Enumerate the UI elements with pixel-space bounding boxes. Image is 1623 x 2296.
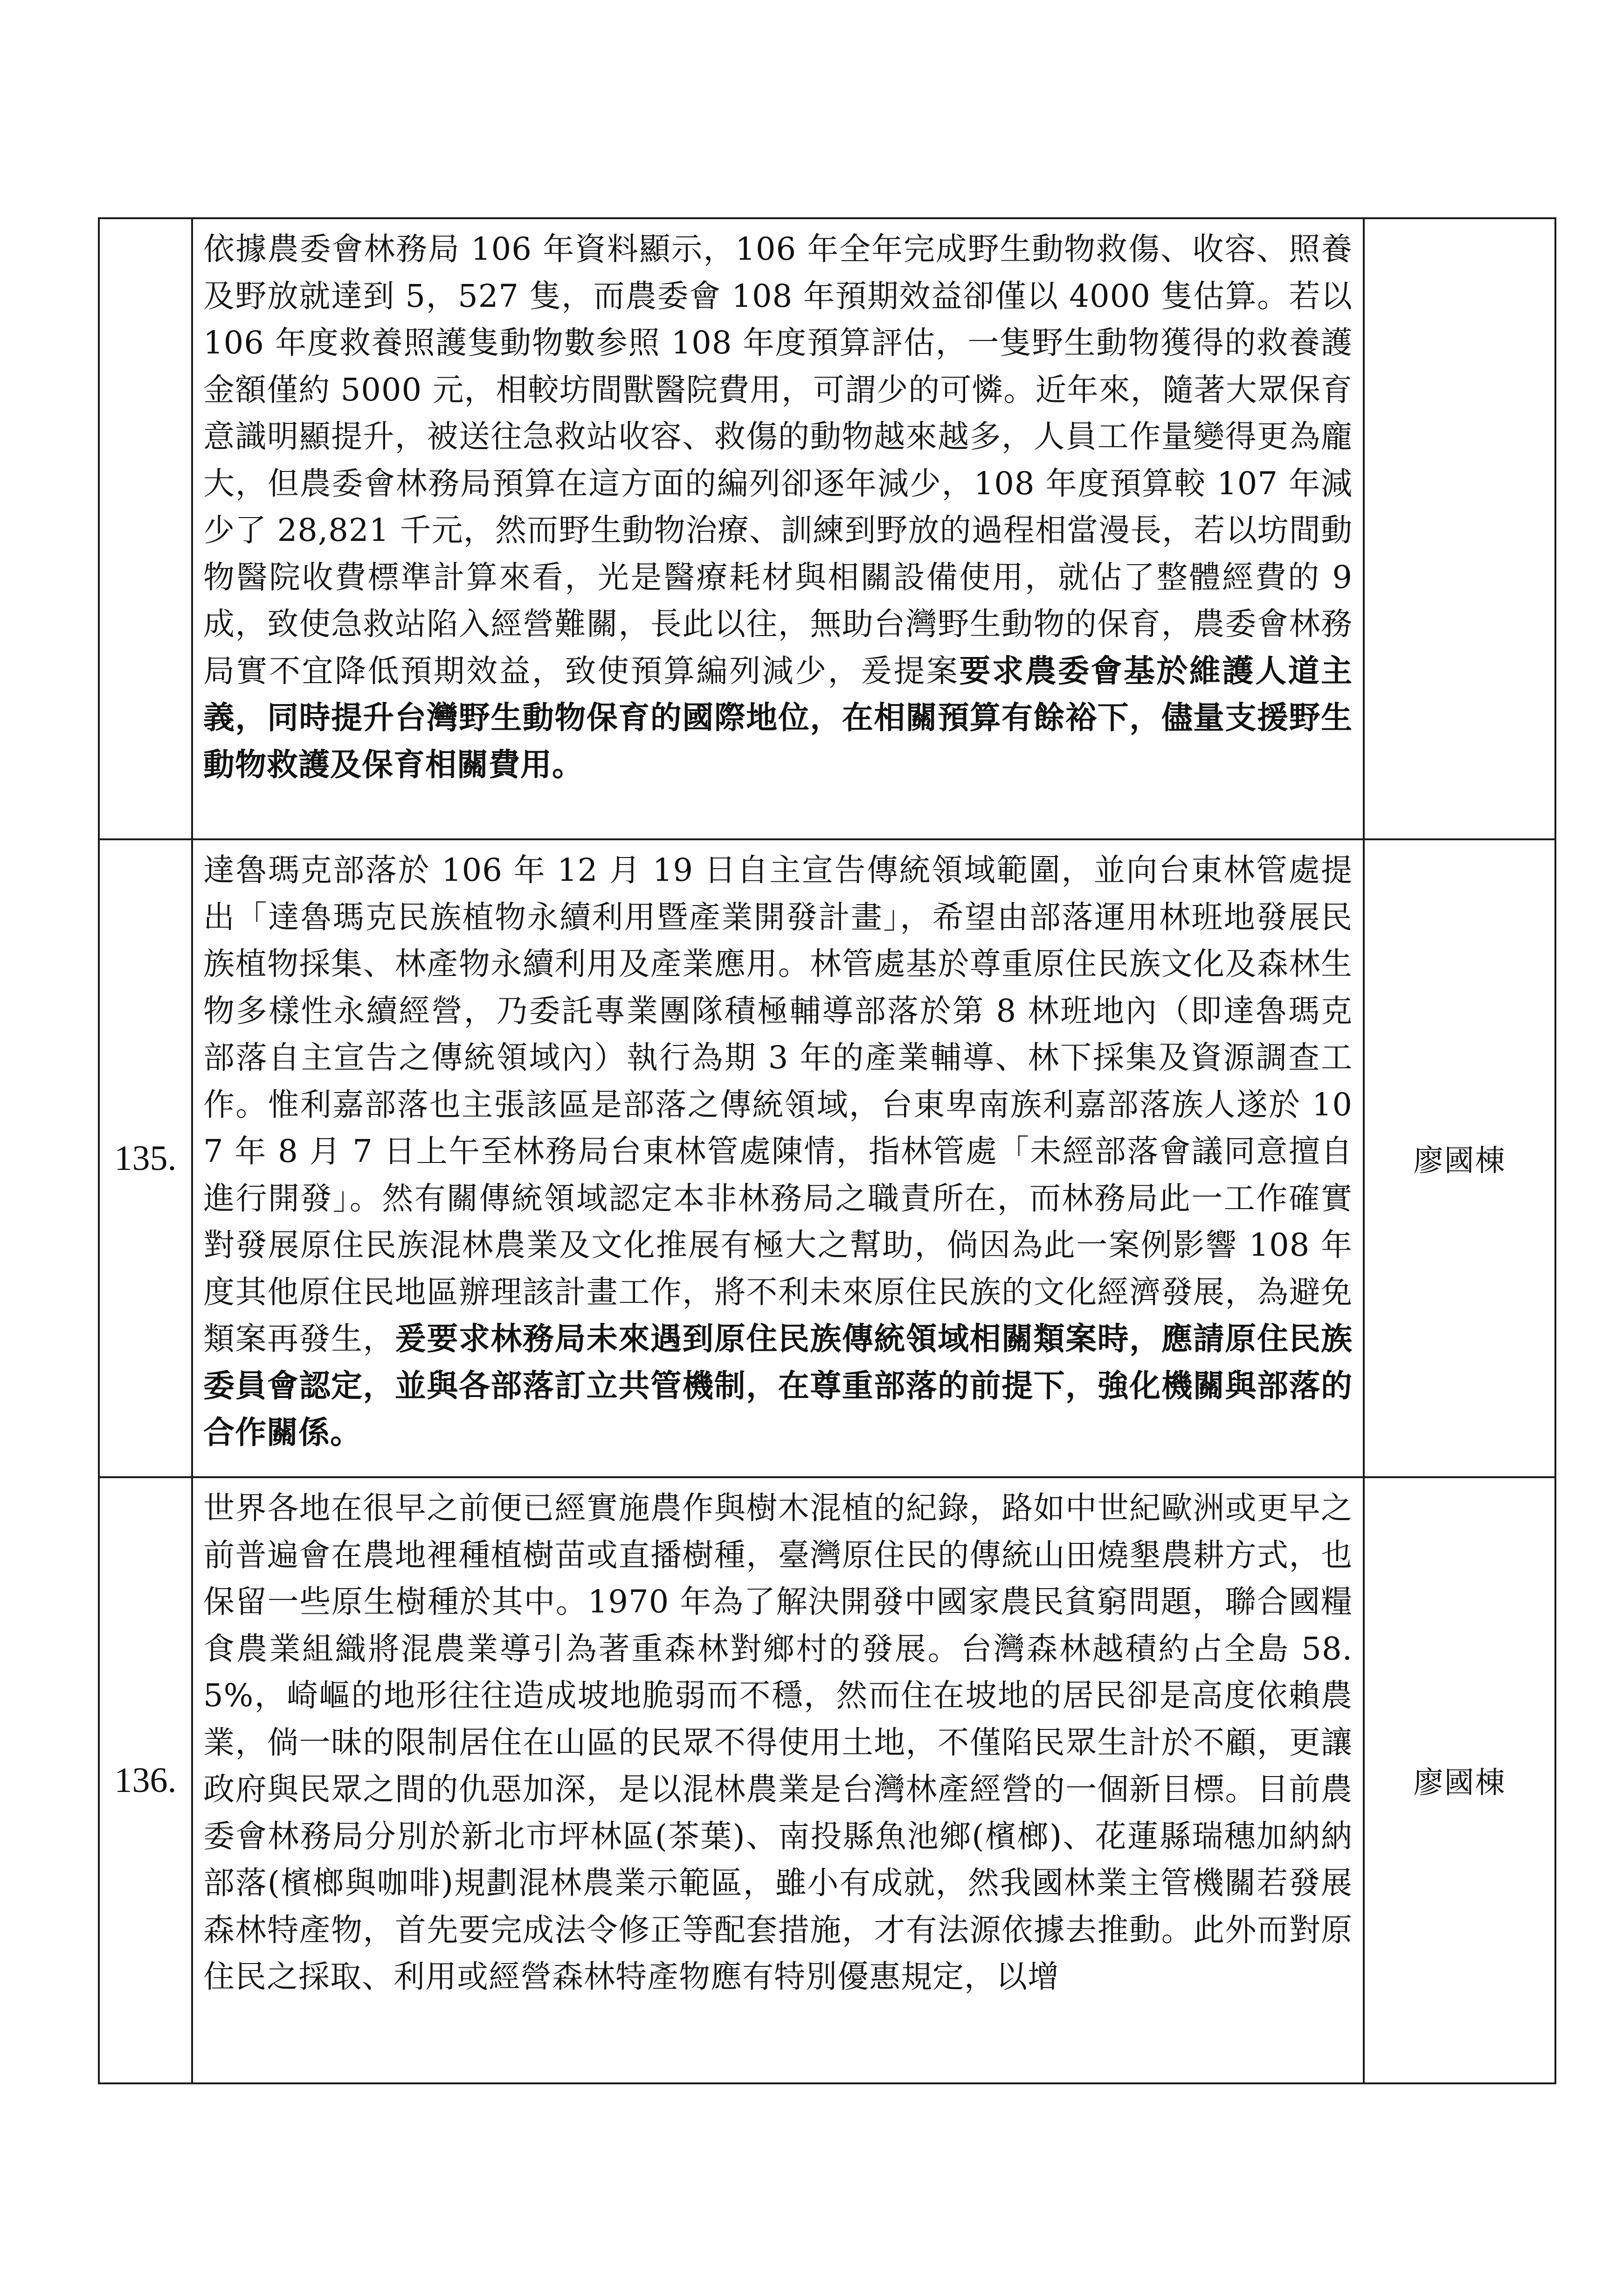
motion-number: 135. <box>99 839 192 1477</box>
motion-proposer <box>1364 218 1555 839</box>
motion-text-regular: 依據農委會林務局 106 年資料顯示，106 年全年完成野生動物救傷、收容、照養及野放就達到 5，527 隻，而農委會 108 年預期效益卻僅以 4000 隻估算。若以 106 年度救養照護隻動物數参照 108 年度預算評估，一隻野生動物獲得的救養護金額僅約 5000 元，相較坊間獸醫院費用，可謂少的可憐。近年來，隨著大眾保育意識明顯提升，被送往急救站收容、救傷的動物越來越多，人員工作量變得更為龐大，但農委會林務局預算在這方面的編列卻逐年減少，108 年度預算較 107 年減少了 28,821 千元，然而野生動物治療、訓練到野放的過程相當漫長，若以坊間動物醫院收費標準計算來看，光是醫療耗材與相關設備使用，就佔了整體經費的 9 成，致使急救站陷入經營難關，長此以往，無助台灣野生動物的保育，農委會林務局實不宜降低預期效益，致使預算編列減少，爰提案 <box>203 231 1353 689</box>
motion-text-bold: 爰要求林務局未來遇到原住民族傳統領域相關類案時，應請原住民族委員會認定，並與各部落訂立共管機制，在尊重部落的前提下，強化機關與部落的合作關係。 <box>203 1320 1353 1451</box>
table-row <box>99 839 1555 1477</box>
motion-table <box>98 217 1556 2084</box>
motion-text-cell <box>192 839 1364 1477</box>
motion-text-regular: 達魯瑪克部落於 106 年 12 月 19 日自主宣告傳統領域範圍，並向台東林管處提出「達魯瑪克民族植物永續利用暨產業開發計畫」，希望由部落運用林班地發展民族植物採集、林產物永續利用及產業應用。林管處基於尊重原住民族文化及森林生物多樣性永續經營，乃委託專業團隊積極輔導部落於第 8 林班地內（即達魯瑪克部落自主宣告之傳統領域內）執行為期 3 年的產業輔導、林下採集及資源調查工作。惟利嘉部落也主張該區是部落之傳統領域，台東卑南族利嘉部落族人遂於 107 年 8 月 7 日上午至林務局台東林管處陳情，指林管處「未經部落會議同意擅自進行開發」。然有關傳統領域認定本非林務局之職責所在，而林務局此一工作確實對發展原住民族混林農業及文化推展有極大之幫助，倘因為此一案例影響 108 年度其他原住民地區辦理該計畫工作，將不利未來原住民族的文化經濟發展，為避免類案再發生， <box>203 852 1353 1357</box>
table-row <box>99 1477 1555 2083</box>
motion-text <box>203 847 1353 1456</box>
motion-text-cell <box>192 218 1364 839</box>
table-row <box>99 218 1555 839</box>
motion-proposer: 廖國棟 <box>1364 1477 1555 2083</box>
motion-text <box>203 226 1353 788</box>
motion-text-bold: 要求農委會基於維護人道主義，同時提升台灣野生動物保育的國際地位，在相關預算有餘裕下，儘量支援野生動物救護及保育相關費用。 <box>203 652 1353 783</box>
motion-text <box>203 1485 1353 2000</box>
motion-text-regular: 世界各地在很早之前便已經實施農作與樹木混植的紀錄，路如中世紀歐洲或更早之前普遍會在農地裡種植樹苗或直播樹種，臺灣原住民的傳統山田燒墾農耕方式，也保留一些原生樹種於其中。1970 年為了解決開發中國家農民貧窮問題，聯合國糧食農業組織將混農業導引為著重森林對鄉村的發展。台灣森林越積約占全島 58.5%，崎嶇的地形往往造成坡地脆弱而不穩，然而住在坡地的居民卻是高度依賴農業，倘一昧的限制居住在山區的民眾不得使用土地，不僅陷民眾生計於不顧，更讓政府與民眾之間的仇惡加深，是以混林農業是台灣林產經營的一個新目標。目前農委會林務局分別於新北市坪林區(茶葉)、南投縣魚池鄉(檳榔)、花蓮縣瑞穗加納納部落(檳榔與咖啡)規劃混林農業示範區，雖小有成就，然我國林業主管機關若發展森林特產物，首先要完成法令修正等配套措施，才有法源依據去推動。此外而對原住民之採取、利用或經營森林特產物應有特別優惠規定，以增 <box>203 1490 1353 1995</box>
motion-number <box>99 218 192 839</box>
motion-number: 136. <box>99 1477 192 2083</box>
motion-text-cell <box>192 1477 1364 2083</box>
motion-proposer: 廖國棟 <box>1364 839 1555 1477</box>
